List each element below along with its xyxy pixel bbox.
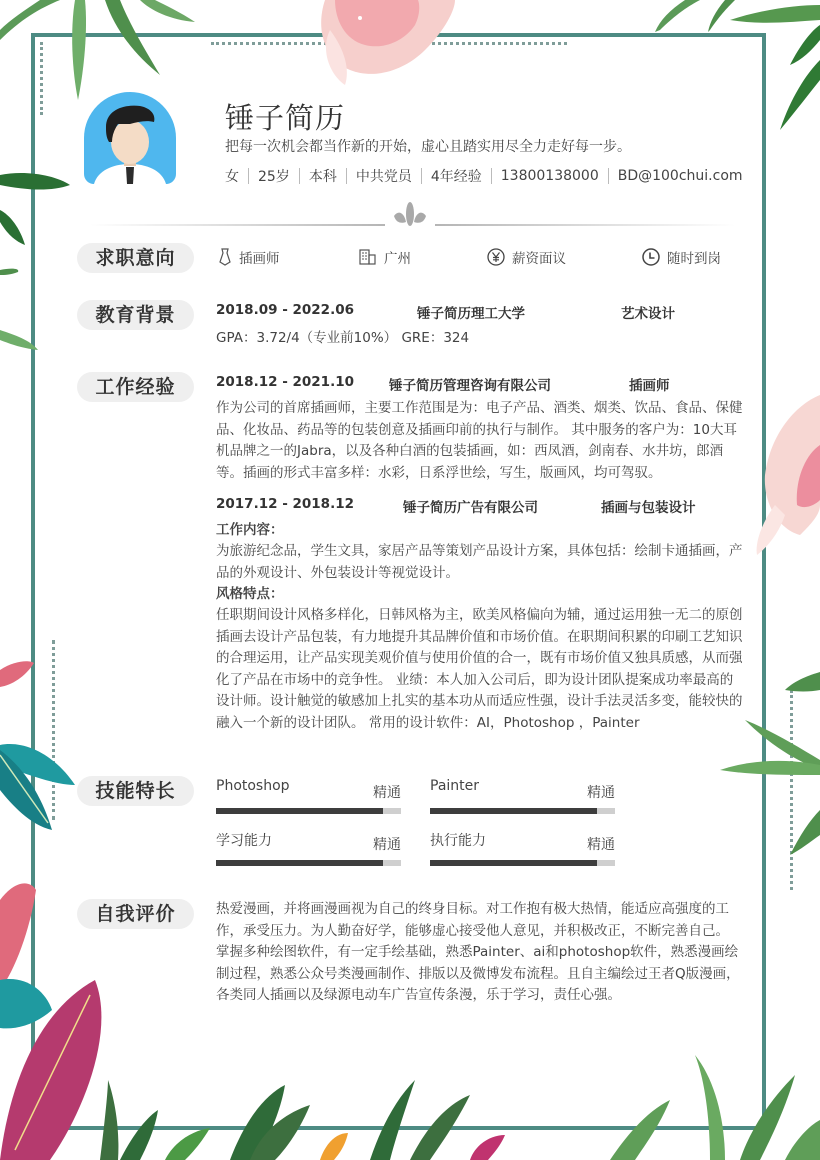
skill-level: 精通 <box>373 837 401 853</box>
section-label-intention: 求职意向 <box>77 243 194 273</box>
section-label-skills: 技能特长 <box>77 776 194 806</box>
skill-painter <box>430 778 615 814</box>
intention-city <box>359 247 411 267</box>
skill-progress-bar <box>216 808 401 814</box>
work-1-company: 锤子简历管理咨询有限公司 <box>389 378 551 394</box>
info-age: 25岁 <box>258 169 290 185</box>
intention-city-label: 广州 <box>384 251 411 267</box>
skill-progress-bar <box>216 860 401 866</box>
work-2-content: 为旅游纪念品，学生文具，家居产品等策划产品设计方案，具体包括：绘制卡通插画，产品的外观设计、外包装设计等视觉设计。 <box>216 543 743 581</box>
info-political-status: 中共党员 <box>355 169 412 185</box>
intention-position <box>218 247 280 267</box>
candidate-name: 锤子简历 <box>225 103 346 135</box>
info-gender: 女 <box>225 169 239 185</box>
work-2-style: 任职期间设计风格多样化，日韩风格为主，欧美风格偏向为辅，通过运用独一无二的原创插画去设计产品包装，有力地提升其品牌价值和市场价值。在职期间积累的印刷工艺知识的合理运用，让产品实现美观价值与使用价值的合一，既有市场价值又独具质感，从而强化了产品在市场中的竞争性。 业绩：本人加入公司后，即为设计团队提案成功率最高的设计师。设计触觉的敏感加上扎实的基本功从而适应性强，设计手法灵活多变，能较快的融入一个新的设计团队。 常用的设计软件：AI，Photoshop ，Painter <box>216 607 743 731</box>
info-experience: 4年经验 <box>430 169 482 185</box>
skill-execution <box>430 830 615 866</box>
info-degree: 本科 <box>308 169 337 185</box>
self-evaluation-text: 热爱漫画，并将画漫画视为自己的终身目标。对工作抱有极大热情，能适应高强度的工作，承受压力。为人勤奋好学，能够虚心接受他人意见，并积极改正，不断完善自己。掌握多种绘图软件，有一定手绘基础，熟悉Painter、ai和photoshop软件，熟悉漫画绘制过程，熟悉公众号类漫画制作、排版以及微博发布流程。且自主编绘过王者Q版漫画，各类同人插画以及绿源电动车广告宣传条漫，乐于学习，责任心强。 <box>216 901 740 1003</box>
skill-progress-bar <box>430 860 615 866</box>
education-school: 锤子简历理工大学 <box>417 306 525 322</box>
work-2-style-title: 风格特点： <box>216 586 284 602</box>
skill-level: 精通 <box>587 837 615 853</box>
skill-name: 学习能力 <box>216 833 272 849</box>
person-illustration-icon <box>84 92 176 184</box>
clock-icon <box>642 248 660 266</box>
motto: 把每一次机会都当作新的开始，虚心且踏实用尽全力走好每一步。 <box>225 139 631 155</box>
intention-availability <box>642 247 721 267</box>
intention-availability-label: 随时到岗 <box>667 251 721 267</box>
education-major: 艺术设计 <box>621 306 675 322</box>
dotted-border-right <box>790 690 793 890</box>
skill-progress-bar <box>430 808 615 814</box>
header-divider-right <box>435 224 735 226</box>
skill-name: Photoshop <box>216 778 290 794</box>
work-2-company: 锤子简历广告有限公司 <box>403 500 538 516</box>
work-2-content-title: 工作内容： <box>216 522 284 538</box>
info-phone: 13800138000 <box>500 168 599 184</box>
tie-icon <box>218 248 232 266</box>
dotted-border-left <box>40 42 43 115</box>
skill-photoshop <box>216 778 401 814</box>
personal-info <box>225 166 743 186</box>
avatar <box>84 92 176 184</box>
skill-level: 精通 <box>373 785 401 801</box>
skill-level: 精通 <box>587 785 615 801</box>
education-detail: GPA：3.72/4（专业前10%） GRE：324 <box>216 330 470 346</box>
work-2-period: 2017.12 - 2018.12 <box>216 496 354 512</box>
intention-salary-label: 薪资面议 <box>512 251 566 267</box>
work-1-description: 作为公司的首席插画师，主要工作范围是为：电子产品、酒类、烟类、饮品、食品、保健品、化妆品、药品等的包装创意及插画印前的执行与制作。 其中服务的客户为：10大耳机品牌之一的Jabra，以及各种白酒的包装插画，如：西凤酒，剑南春、水井坊，郎酒等。插画的形式丰富多样：水彩，日系浮世绘，写生，版画风，均可驾驭。 <box>216 400 743 481</box>
info-email[interactable]: BD@100chui.com <box>617 168 743 184</box>
work-1-period: 2018.12 - 2021.10 <box>216 374 354 390</box>
work-1-role: 插画师 <box>629 378 670 394</box>
intention-position-label: 插画师 <box>239 251 280 267</box>
dotted-border-top <box>211 42 567 45</box>
section-label-education: 教育背景 <box>77 300 194 330</box>
intention-salary <box>487 247 566 267</box>
yen-icon <box>487 248 505 266</box>
header-divider-left <box>90 224 385 226</box>
section-label-work: 工作经验 <box>77 372 194 402</box>
skill-name: Painter <box>430 778 480 794</box>
education-period: 2018.09 - 2022.06 <box>216 302 354 318</box>
skill-learning <box>216 830 401 866</box>
skill-name: 执行能力 <box>430 833 486 849</box>
section-label-self-evaluation: 自我评价 <box>77 899 194 929</box>
building-icon <box>359 249 377 265</box>
dotted-border-left-lower <box>52 640 55 820</box>
work-2-role: 插画与包装设计 <box>601 500 696 516</box>
